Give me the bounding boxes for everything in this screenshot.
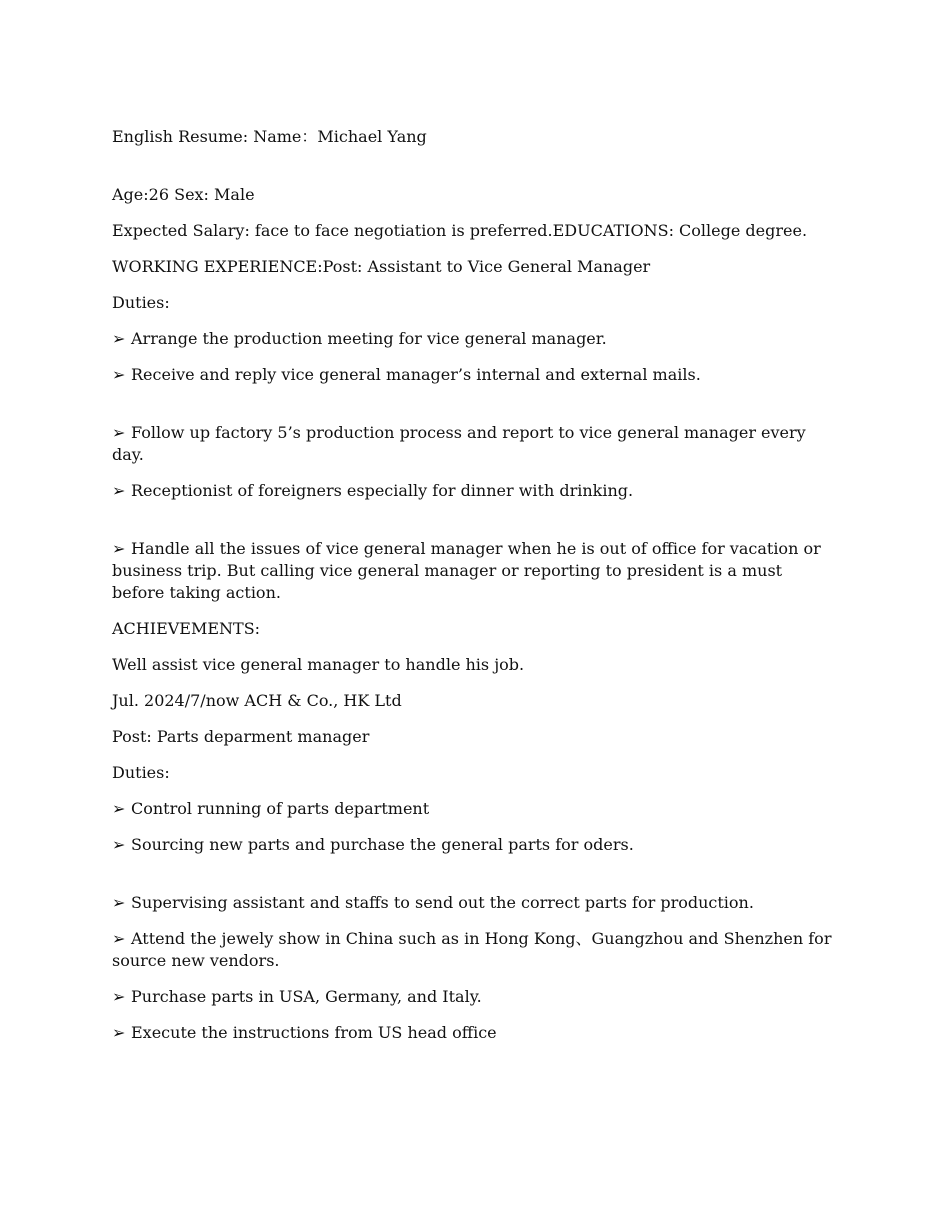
duty-text: Arrange the production meeting for vice general manager.	[131, 329, 607, 348]
age-sex-line: Age:26 Sex: Male	[112, 185, 255, 204]
duty-item	[112, 364, 832, 386]
duty-text: Follow up factory 5’s production process and report to vice general manager every day.	[112, 423, 806, 464]
duty-text: Attend the jewely show in China such as in Hong Kong、Guangzhou and Shenzhen for source new vendors.	[112, 929, 832, 970]
duty-item	[112, 798, 832, 820]
arrow-bullet-icon: ➢	[112, 365, 126, 384]
duty-text: Supervising assistant and staffs to send out the correct parts for production.	[131, 893, 754, 912]
duty-text: Receive and reply vice general manager’s internal and external mails.	[131, 365, 701, 384]
spacer	[112, 162, 832, 184]
duty-item	[112, 1022, 832, 1044]
duty-item	[112, 328, 832, 350]
arrow-bullet-icon: ➢	[112, 929, 126, 948]
arrow-bullet-icon: ➢	[112, 481, 126, 500]
duty-item	[112, 538, 832, 604]
spacer	[112, 400, 832, 422]
duties-label: Duties:	[112, 293, 170, 312]
duty-item	[112, 422, 832, 466]
duty-item	[112, 986, 832, 1008]
spacer	[112, 870, 832, 892]
duty-item	[112, 834, 832, 856]
arrow-bullet-icon: ➢	[112, 835, 126, 854]
arrow-bullet-icon: ➢	[112, 799, 126, 818]
arrow-bullet-icon: ➢	[112, 423, 126, 442]
arrow-bullet-icon: ➢	[112, 539, 126, 558]
arrow-bullet-icon: ➢	[112, 893, 126, 912]
duty-item	[112, 892, 832, 914]
arrow-bullet-icon: ➢	[112, 329, 126, 348]
spacer	[112, 516, 832, 538]
duty-text: Handle all the issues of vice general manager when he is out of office for vacation or business trip. But calling vice general manager or reporting to president is a must before taking action.	[112, 539, 821, 602]
duty-item	[112, 480, 832, 502]
duty-item	[112, 928, 832, 972]
duty-text: Sourcing new parts and purchase the general parts for oders.	[131, 835, 634, 854]
duty-text: Execute the instructions from US head office	[131, 1023, 497, 1042]
job2-line: Jul. 2024/7/now ACH & Co., HK Ltd	[112, 691, 402, 710]
duties-label: Duties:	[112, 763, 170, 782]
duty-text: Receptionist of foreigners especially for dinner with drinking.	[131, 481, 634, 500]
salary-education-line: Expected Salary: face to face negotiation is preferred.EDUCATIONS: College degree.	[112, 221, 808, 240]
experience-post-line: WORKING EXPERIENCE:Post: Assistant to Vice General Manager	[112, 257, 651, 276]
achievements-label: ACHIEVEMENTS:	[112, 619, 261, 638]
arrow-bullet-icon: ➢	[112, 987, 126, 1006]
resume-content	[112, 126, 832, 1058]
name-line: English Resume: Name：Michael Yang	[112, 127, 427, 146]
achievements-text: Well assist vice general manager to handle his job.	[112, 655, 525, 674]
job2-post: Post: Parts deparment manager	[112, 727, 370, 746]
arrow-bullet-icon: ➢	[112, 1023, 126, 1042]
duty-text: Purchase parts in USA, Germany, and Italy.	[131, 987, 482, 1006]
duty-text: Control running of parts department	[131, 799, 430, 818]
